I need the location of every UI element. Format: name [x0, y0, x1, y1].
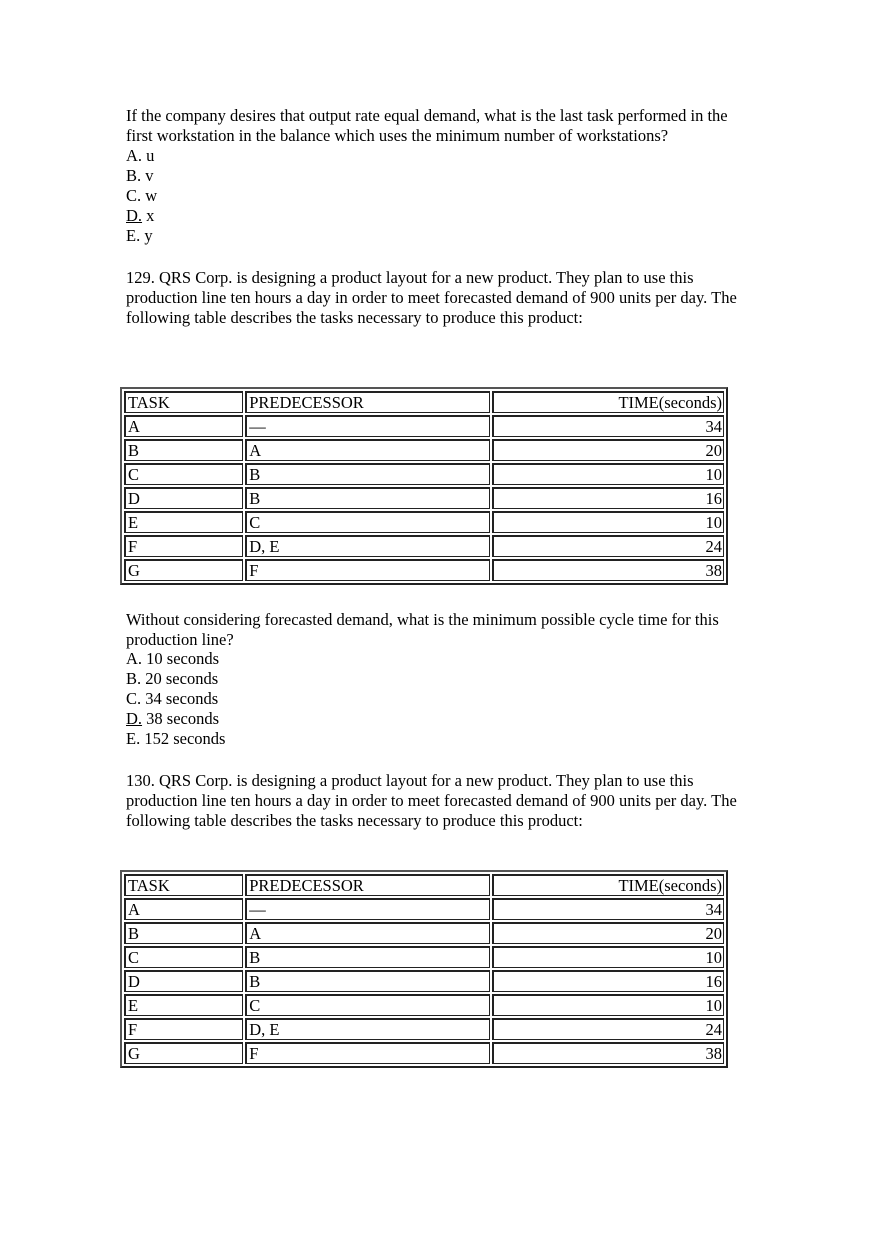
cell-task: D	[124, 970, 243, 992]
cell-predecessor: D, E	[245, 535, 489, 557]
cell-predecessor: B	[245, 463, 489, 485]
cell-predecessor: D, E	[245, 1018, 489, 1040]
option-e: E. 152 seconds	[126, 729, 226, 748]
answer-marker: D.	[126, 206, 143, 225]
cell-task: D	[124, 487, 243, 509]
cell-time: 10	[492, 994, 724, 1016]
table-row	[124, 946, 724, 968]
question-130-intro	[126, 771, 786, 831]
cell-task: C	[124, 463, 243, 485]
cell-task: G	[124, 1042, 243, 1064]
header-time: TIME(seconds)	[492, 391, 724, 413]
table-row	[124, 415, 724, 437]
option-b: B. v	[126, 166, 154, 185]
table-row	[124, 994, 724, 1016]
cell-task: F	[124, 1018, 243, 1040]
header-task: TASK	[124, 874, 243, 896]
question-129-intro	[126, 268, 786, 328]
cell-time: 24	[492, 535, 724, 557]
cell-time: 34	[492, 415, 724, 437]
intro-line: 129. QRS Corp. is designing a product layout for a new product. They plan to use this	[126, 268, 694, 287]
header-predecessor: PREDECESSOR	[245, 391, 489, 413]
header-predecessor: PREDECESSOR	[245, 874, 489, 896]
option-a: A. u	[126, 146, 155, 165]
table-row	[124, 511, 724, 533]
cell-predecessor: C	[245, 994, 489, 1016]
cell-task: C	[124, 946, 243, 968]
cell-time: 24	[492, 1018, 724, 1040]
cell-time: 10	[492, 946, 724, 968]
table-row	[124, 970, 724, 992]
cell-predecessor: F	[245, 1042, 489, 1064]
cell-time: 20	[492, 922, 724, 944]
intro-line: 130. QRS Corp. is designing a product layout for a new product. They plan to use this	[126, 771, 694, 790]
option-d-correct: D. x	[126, 206, 155, 225]
question-129-options	[126, 649, 786, 749]
table-header-row	[124, 391, 724, 413]
cell-task: E	[124, 994, 243, 1016]
cell-predecessor: B	[245, 970, 489, 992]
intro-line: production line ten hours a day in order to meet forecasted demand of 900 units per day. The	[126, 288, 737, 307]
task-table-129	[120, 387, 728, 585]
cell-predecessor: C	[245, 511, 489, 533]
cell-predecessor: —	[245, 415, 489, 437]
option-c: C. w	[126, 186, 158, 205]
question-128-stem	[126, 106, 786, 146]
cell-predecessor: B	[245, 487, 489, 509]
table-row	[124, 1018, 724, 1040]
stem-line: If the company desires that output rate equal demand, what is the last task performed in the	[126, 106, 728, 125]
option-e: E. y	[126, 226, 153, 245]
cell-predecessor: A	[245, 439, 489, 461]
question-128-options	[126, 146, 786, 246]
table-header-row	[124, 874, 724, 896]
table-row	[124, 922, 724, 944]
cell-time: 16	[492, 487, 724, 509]
table-row	[124, 463, 724, 485]
task-table-130	[120, 870, 728, 1068]
question-129-stem	[126, 610, 786, 650]
cell-time: 20	[492, 439, 724, 461]
cell-time: 16	[492, 970, 724, 992]
table-row	[124, 487, 724, 509]
cell-time: 38	[492, 1042, 724, 1064]
option-c: C. 34 seconds	[126, 689, 219, 708]
cell-predecessor: —	[245, 898, 489, 920]
cell-task: A	[124, 415, 243, 437]
cell-time: 34	[492, 898, 724, 920]
cell-predecessor: B	[245, 946, 489, 968]
answer-marker: D.	[126, 709, 143, 728]
option-b: B. 20 seconds	[126, 669, 219, 688]
header-task: TASK	[124, 391, 243, 413]
option-a: A. 10 seconds	[126, 649, 220, 668]
stem-line: production line?	[126, 630, 234, 649]
cell-task: A	[124, 898, 243, 920]
table-row	[124, 535, 724, 557]
cell-predecessor: F	[245, 559, 489, 581]
cell-task: E	[124, 511, 243, 533]
table-row	[124, 898, 724, 920]
cell-task: B	[124, 922, 243, 944]
table-row	[124, 559, 724, 581]
cell-time: 10	[492, 463, 724, 485]
stem-line: first workstation in the balance which uses the minimum number of workstations?	[126, 126, 669, 145]
cell-task: B	[124, 439, 243, 461]
stem-line: Without considering forecasted demand, what is the minimum possible cycle time for this	[126, 610, 719, 629]
table-row	[124, 1042, 724, 1064]
header-time: TIME(seconds)	[492, 874, 724, 896]
intro-line: following table describes the tasks necessary to produce this product:	[126, 811, 583, 830]
cell-task: G	[124, 559, 243, 581]
cell-time: 38	[492, 559, 724, 581]
cell-task: F	[124, 535, 243, 557]
intro-line: following table describes the tasks necessary to produce this product:	[126, 308, 583, 327]
option-d-correct: D. 38 seconds	[126, 709, 220, 728]
intro-line: production line ten hours a day in order to meet forecasted demand of 900 units per day. The	[126, 791, 737, 810]
cell-time: 10	[492, 511, 724, 533]
cell-predecessor: A	[245, 922, 489, 944]
table-row	[124, 439, 724, 461]
